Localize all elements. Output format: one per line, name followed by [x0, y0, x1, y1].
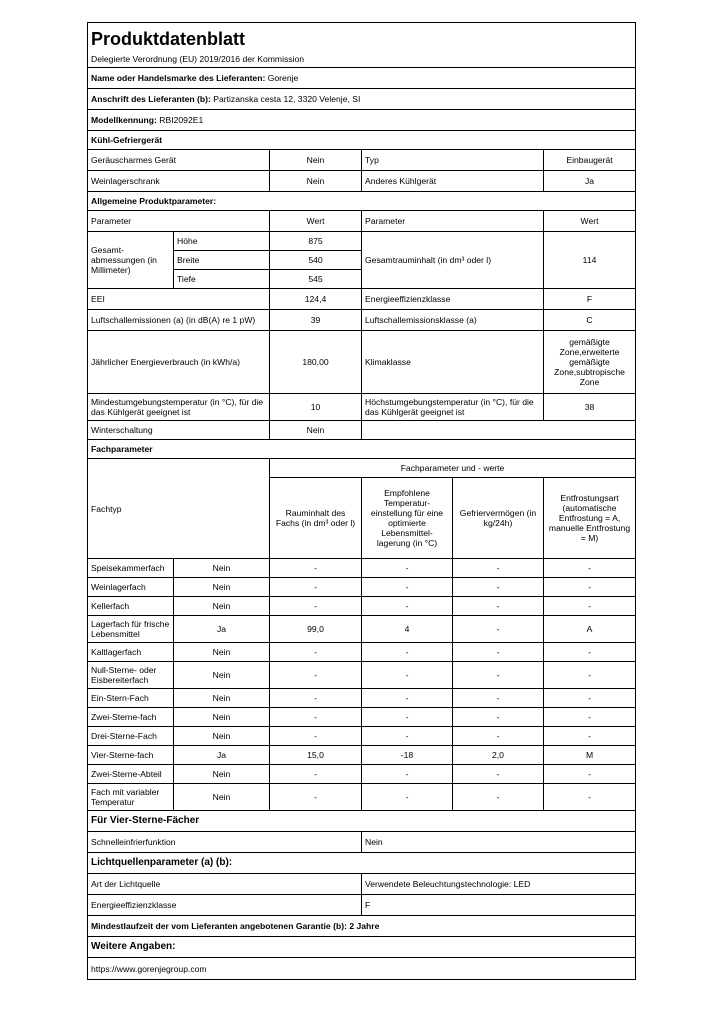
compartment-defrost: M [544, 746, 636, 765]
compartment-freeze: - [453, 727, 544, 746]
compartment-name: Vier-Sterne-fach [88, 746, 174, 765]
compartment-defrost: - [544, 784, 636, 811]
max-temp-value: 38 [544, 394, 636, 421]
compartment-volume: - [270, 597, 362, 616]
compartment-freeze: - [453, 708, 544, 727]
compartment-name: Drei-Sterne-Fach [88, 727, 174, 746]
climate-class-label: Klimaklasse [362, 331, 544, 394]
regulation-text: Delegierte Verordnung (EU) 2019/2016 der Kommission [88, 52, 636, 68]
compartment-temp: - [362, 765, 453, 784]
climate-class-value: gemäßigte Zone,erweiterte gemäßigte Zone,subtropische Zone [544, 331, 636, 394]
winter-label: Winterschaltung [88, 421, 270, 440]
supplier-address-value: Partizanska cesta 12, 3320 Velenje, SI [213, 94, 361, 104]
energy-class-value: F [544, 289, 636, 310]
supplier-address-label: Anschrift des Lieferanten (b): [91, 94, 211, 104]
noise-value: 39 [270, 310, 362, 331]
supplier-name-value: Gorenje [267, 73, 299, 83]
compartment-temp: - [362, 559, 453, 578]
compartment-volume: - [270, 689, 362, 708]
height-label: Höhe [174, 232, 270, 251]
compartment-present: Nein [174, 662, 270, 689]
compartment-freeze: - [453, 578, 544, 597]
compartment-present: Nein [174, 765, 270, 784]
height-value: 875 [270, 232, 362, 251]
compartment-temp: - [362, 643, 453, 662]
depth-label: Tiefe [174, 270, 270, 289]
low-noise-label: Geräuscharmes Gerät [88, 150, 270, 171]
compartment-present: Ja [174, 616, 270, 643]
eei-label: EEI [88, 289, 270, 310]
compartment-present: Nein [174, 643, 270, 662]
compartment-freeze: - [453, 689, 544, 708]
table-row [88, 765, 636, 784]
compartment-type-header: Fachtyp [88, 459, 270, 559]
compartment-present: Nein [174, 689, 270, 708]
warranty-label: Mindestlaufzeit der vom Lieferanten angebotenen Garantie (b): [91, 921, 347, 931]
compartment-temp: 4 [362, 616, 453, 643]
quick-freeze-value: Nein [362, 832, 636, 853]
wine-cabinet-label: Weinlagerschrank [88, 171, 270, 192]
model-label: Modellkennung: [91, 115, 157, 125]
compartment-name: Weinlagerfach [88, 578, 174, 597]
compartment-freeze: - [453, 662, 544, 689]
page-title: Produktdatenblatt [88, 23, 636, 52]
compartment-present: Nein [174, 578, 270, 597]
other-appliance-label: Anderes Kühlgerät [362, 171, 544, 192]
value-header: Wert [270, 211, 362, 232]
compartment-present: Nein [174, 597, 270, 616]
compartment-group-header: Fachparameter und - werte [270, 459, 636, 478]
type-value: Einbaugerät [544, 150, 636, 171]
supplier-name-label: Name oder Handelsmarke des Lieferanten: [91, 73, 266, 83]
table-row [88, 746, 636, 765]
compartment-temp: - [362, 784, 453, 811]
compartment-temp: - [362, 727, 453, 746]
compartment-defrost: A [544, 616, 636, 643]
min-temp-value: 10 [270, 394, 362, 421]
min-temp-label: Mindestumgebungstemperatur (in °C), für die das Kühlgerät geeignet ist [88, 394, 270, 421]
compartment-name: Null-Sterne- oder Eisbereiterfach [88, 662, 174, 689]
table-row [88, 643, 636, 662]
compartment-present: Nein [174, 784, 270, 811]
compartment-volume: 15,0 [270, 746, 362, 765]
compartment-present: Ja [174, 746, 270, 765]
param-header: Parameter [88, 211, 270, 232]
max-temp-label: Höchstumgebungstemperatur (in °C), für die das Kühlgerät geeignet ist [362, 394, 544, 421]
compartment-freeze: - [453, 643, 544, 662]
compartment-temp: -18 [362, 746, 453, 765]
low-noise-value: Nein [270, 150, 362, 171]
compartment-volume-header: Rauminhalt des Fachs (in dm³ oder l) [270, 478, 362, 559]
compartment-freeze: - [453, 559, 544, 578]
compartment-name: Fach mit variabler Temperatur [88, 784, 174, 811]
compartment-defrost-header: Entfrostungsart (automatische Entfrostung = A, manuelle Entfrostung = M) [544, 478, 636, 559]
compartment-volume: - [270, 559, 362, 578]
compartment-freeze: 2,0 [453, 746, 544, 765]
compartment-defrost: - [544, 559, 636, 578]
compartment-name: Zwei-Sterne-Abteil [88, 765, 174, 784]
compartment-freeze: - [453, 616, 544, 643]
compartment-temp-header: Empfohlene Temperatur-einstellung für eine optimierte Lebensmittel-lagerung (in °C) [362, 478, 453, 559]
product-datasheet [87, 22, 635, 980]
compartment-defrost: - [544, 597, 636, 616]
light-title: Lichtquellenparameter (a) (b): [88, 853, 636, 874]
table-row [88, 784, 636, 811]
supplier-name-row [88, 68, 636, 89]
light-class-value: F [362, 895, 636, 916]
table-row [88, 708, 636, 727]
dimensions-label: Gesamt-abmessungen (in Millimeter) [88, 232, 174, 289]
compartment-name: Kellerfach [88, 597, 174, 616]
more-info-title: Weitere Angaben: [88, 937, 636, 958]
compartment-volume: - [270, 578, 362, 597]
warranty-row [88, 916, 636, 937]
compartment-name: Kaltlagerfach [88, 643, 174, 662]
table-row [88, 727, 636, 746]
winter-value: Nein [270, 421, 362, 440]
compartment-defrost: - [544, 765, 636, 784]
compartment-defrost: - [544, 708, 636, 727]
compartment-volume: - [270, 662, 362, 689]
compartment-temp: - [362, 578, 453, 597]
compartment-present: Nein [174, 727, 270, 746]
compartment-name: Zwei-Sterne-fach [88, 708, 174, 727]
depth-value: 545 [270, 270, 362, 289]
compartment-freeze: - [453, 784, 544, 811]
light-class-label: Energieeffizienzklasse [88, 895, 362, 916]
other-appliance-value: Ja [544, 171, 636, 192]
light-type-label: Art der Lichtquelle [88, 874, 362, 895]
compartment-defrost: - [544, 578, 636, 597]
table-row [88, 559, 636, 578]
value-header-2: Wert [544, 211, 636, 232]
annual-energy-value: 180,00 [270, 331, 362, 394]
compartment-temp: - [362, 662, 453, 689]
table-row [88, 616, 636, 643]
table-row [88, 662, 636, 689]
compartment-present: Nein [174, 559, 270, 578]
general-title: Allgemeine Produktparameter: [88, 192, 636, 211]
compartment-volume: 99,0 [270, 616, 362, 643]
light-type-value: Verwendete Beleuchtungstechnologie: LED [362, 874, 636, 895]
noise-class-value: C [544, 310, 636, 331]
compartment-defrost: - [544, 643, 636, 662]
compartments-title: Fachparameter [88, 440, 636, 459]
four-star-title: Für Vier-Sterne-Fächer [88, 811, 636, 832]
compartment-name: Ein-Stern-Fach [88, 689, 174, 708]
compartment-temp: - [362, 708, 453, 727]
supplier-address-row [88, 89, 636, 110]
energy-class-label: Energieeffizienzklasse [362, 289, 544, 310]
compartment-volume: - [270, 765, 362, 784]
compartment-volume: - [270, 708, 362, 727]
compartment-defrost: - [544, 689, 636, 708]
datasheet-table [87, 22, 636, 980]
compartment-freeze: - [453, 597, 544, 616]
width-label: Breite [174, 251, 270, 270]
compartment-present: Nein [174, 708, 270, 727]
table-row [88, 578, 636, 597]
compartment-freeze-header: Gefriervermögen (in kg/24h) [453, 478, 544, 559]
param-header-2: Parameter [362, 211, 544, 232]
category-title: Kühl-Gefriergerät [88, 131, 636, 150]
empty-cell [362, 421, 636, 440]
compartment-volume: - [270, 784, 362, 811]
annual-energy-label: Jährlicher Energieverbrauch (in kWh/a) [88, 331, 270, 394]
compartment-defrost: - [544, 662, 636, 689]
compartment-temp: - [362, 689, 453, 708]
compartment-name: Speisekammerfach [88, 559, 174, 578]
compartment-defrost: - [544, 727, 636, 746]
model-row [88, 110, 636, 131]
eei-value: 124,4 [270, 289, 362, 310]
volume-label: Gesamtrauminhalt (in dm³ oder l) [362, 232, 544, 289]
volume-value: 114 [544, 232, 636, 289]
noise-class-label: Luftschallemissionsklasse (a) [362, 310, 544, 331]
compartment-volume: - [270, 727, 362, 746]
compartment-freeze: - [453, 765, 544, 784]
table-row [88, 689, 636, 708]
compartment-name: Lagerfach für frische Lebensmittel [88, 616, 174, 643]
more-info-url[interactable]: https://www.gorenjegroup.com [88, 958, 636, 980]
wine-cabinet-value: Nein [270, 171, 362, 192]
table-row [88, 597, 636, 616]
compartment-volume: - [270, 643, 362, 662]
noise-label: Luftschallemissionen (a) (in dB(A) re 1 pW) [88, 310, 270, 331]
quick-freeze-label: Schnelleinfrierfunktion [88, 832, 362, 853]
model-value: RBI2092E1 [159, 115, 204, 125]
warranty-value: 2 Jahre [349, 921, 380, 931]
compartment-temp: - [362, 597, 453, 616]
width-value: 540 [270, 251, 362, 270]
type-label: Typ [362, 150, 544, 171]
